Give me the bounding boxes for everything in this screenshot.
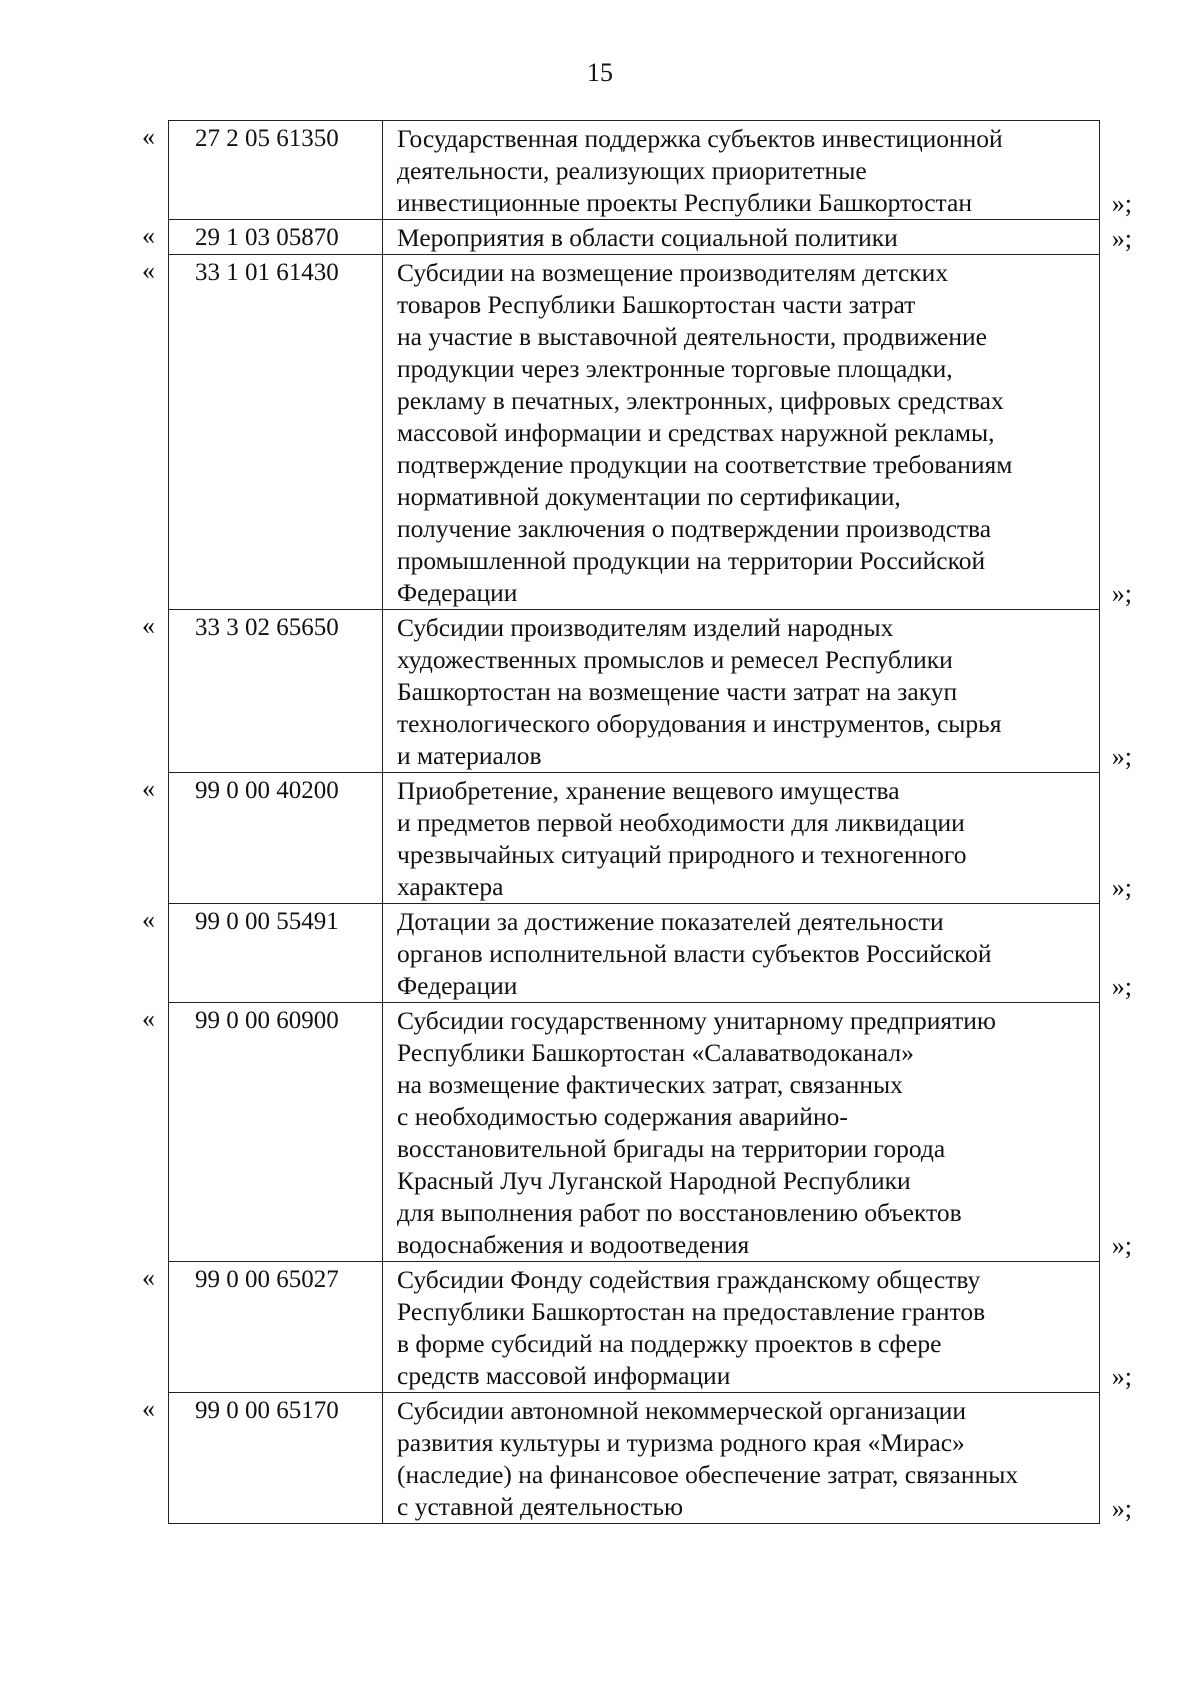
table-row <box>0 254 1200 609</box>
budget-code-cell: 99 0 00 65027 <box>169 1262 383 1392</box>
close-quote-mark: »; <box>1111 224 1132 253</box>
description-cell: Приобретение, хранение вещевого имущества и предметов первой необходимости для ликвидации чрезвычайных ситуаций природного и техногенного характера <box>397 776 967 901</box>
page-number: 15 <box>587 58 613 87</box>
open-quote-mark: « <box>142 774 155 803</box>
description-cell: Субсидии на возмещение производителям детских товаров Республики Башкортостан части затрат на участие в выставочной деятельности, продвижение продукции через электронные торговые площадки, рекламу в печатных, электронных, цифровых средствах массовой информации и средствах наружной рекламы, подтверждение продукции на соответствие требованиям нормативной документации по сертификации, получение заключения о подтверждении производства промышленной продукции на территории Российской Федерации <box>397 258 1013 607</box>
row-cells <box>168 1002 1100 1261</box>
close-quote-mark: »; <box>1111 742 1132 771</box>
description-cell: Мероприятия в области социальной политики <box>397 223 898 252</box>
description-cell: Субсидии государственному унитарному предприятию Республики Башкортостан «Салаватводоканал» на возмещение фактических затрат, связанных с необходимостью содержания аварийно- восстановительной бригады на территории города Красный Луч Луганской Народной Республики для выполнения работ по восстановлению объектов водоснабжения и водоотведения <box>397 1006 996 1259</box>
close-quote-mark: »; <box>1111 1231 1132 1260</box>
open-quote-mark: « <box>142 1004 155 1033</box>
description-cell: Государственная поддержка субъектов инвестиционной деятельности, реализующих приоритетные инвестиционные проекты Республики Башкортостан <box>397 124 1003 217</box>
table-row <box>0 219 1200 254</box>
budget-code-cell: 99 0 00 55491 <box>169 904 383 1002</box>
budget-code-cell: 27 2 05 61350 <box>169 121 383 219</box>
open-quote-mark: « <box>142 256 155 285</box>
row-cells <box>168 1261 1100 1392</box>
open-quote-mark: « <box>142 1263 155 1292</box>
budget-code-table <box>0 120 1200 1524</box>
row-cells <box>168 772 1100 903</box>
description-cell: Субсидии автономной некоммерческой организации развития культуры и туризма родного края «Мирас» (наследие) на финансовое обеспечение затрат, связанных с уставной деятельностью <box>397 1396 1019 1521</box>
table-row <box>0 1261 1200 1392</box>
close-quote-mark: »; <box>1111 579 1132 608</box>
close-quote-mark: »; <box>1111 873 1132 902</box>
open-quote-mark: « <box>142 905 155 934</box>
table-row <box>0 903 1200 1002</box>
table-row <box>0 609 1200 772</box>
budget-code-cell: 99 0 00 65170 <box>169 1393 383 1523</box>
open-quote-mark: « <box>142 122 155 151</box>
close-quote-mark: »; <box>1111 189 1132 218</box>
close-quote-mark: »; <box>1111 972 1132 1001</box>
budget-code-cell: 29 1 03 05870 <box>169 220 383 254</box>
table-row <box>0 1392 1200 1524</box>
budget-code-cell: 99 0 00 60900 <box>169 1003 383 1261</box>
row-cells <box>168 120 1100 219</box>
row-cells <box>168 903 1100 1002</box>
open-quote-mark: « <box>142 221 155 250</box>
table-row <box>0 1002 1200 1261</box>
budget-code-cell: 99 0 00 40200 <box>169 773 383 903</box>
row-cells <box>168 1392 1100 1524</box>
description-cell: Субсидии производителям изделий народных художественных промыслов и ремесел Республики Башкортостан на возмещение части затрат на закуп технологического оборудования и инструментов, сырья и материалов <box>397 613 1002 770</box>
budget-code-cell: 33 3 02 65650 <box>169 610 383 772</box>
description-cell: Субсидии Фонду содействия гражданскому обществу Республики Башкортостан на предоставление грантов в форме субсидий на поддержку проектов в сфере средств массовой информации <box>397 1265 986 1390</box>
description-cell: Дотации за достижение показателей деятельности органов исполнительной власти субъектов Российской Федерации <box>397 907 992 1000</box>
row-cells <box>168 219 1100 254</box>
row-cells <box>168 254 1100 609</box>
close-quote-mark: »; <box>1111 1362 1132 1391</box>
row-cells <box>168 609 1100 772</box>
close-quote-mark: »; <box>1111 1494 1132 1523</box>
open-quote-mark: « <box>142 1394 155 1423</box>
budget-code-cell: 33 1 01 61430 <box>169 255 383 609</box>
open-quote-mark: « <box>142 611 155 640</box>
table-row <box>0 120 1200 219</box>
table-row <box>0 772 1200 903</box>
